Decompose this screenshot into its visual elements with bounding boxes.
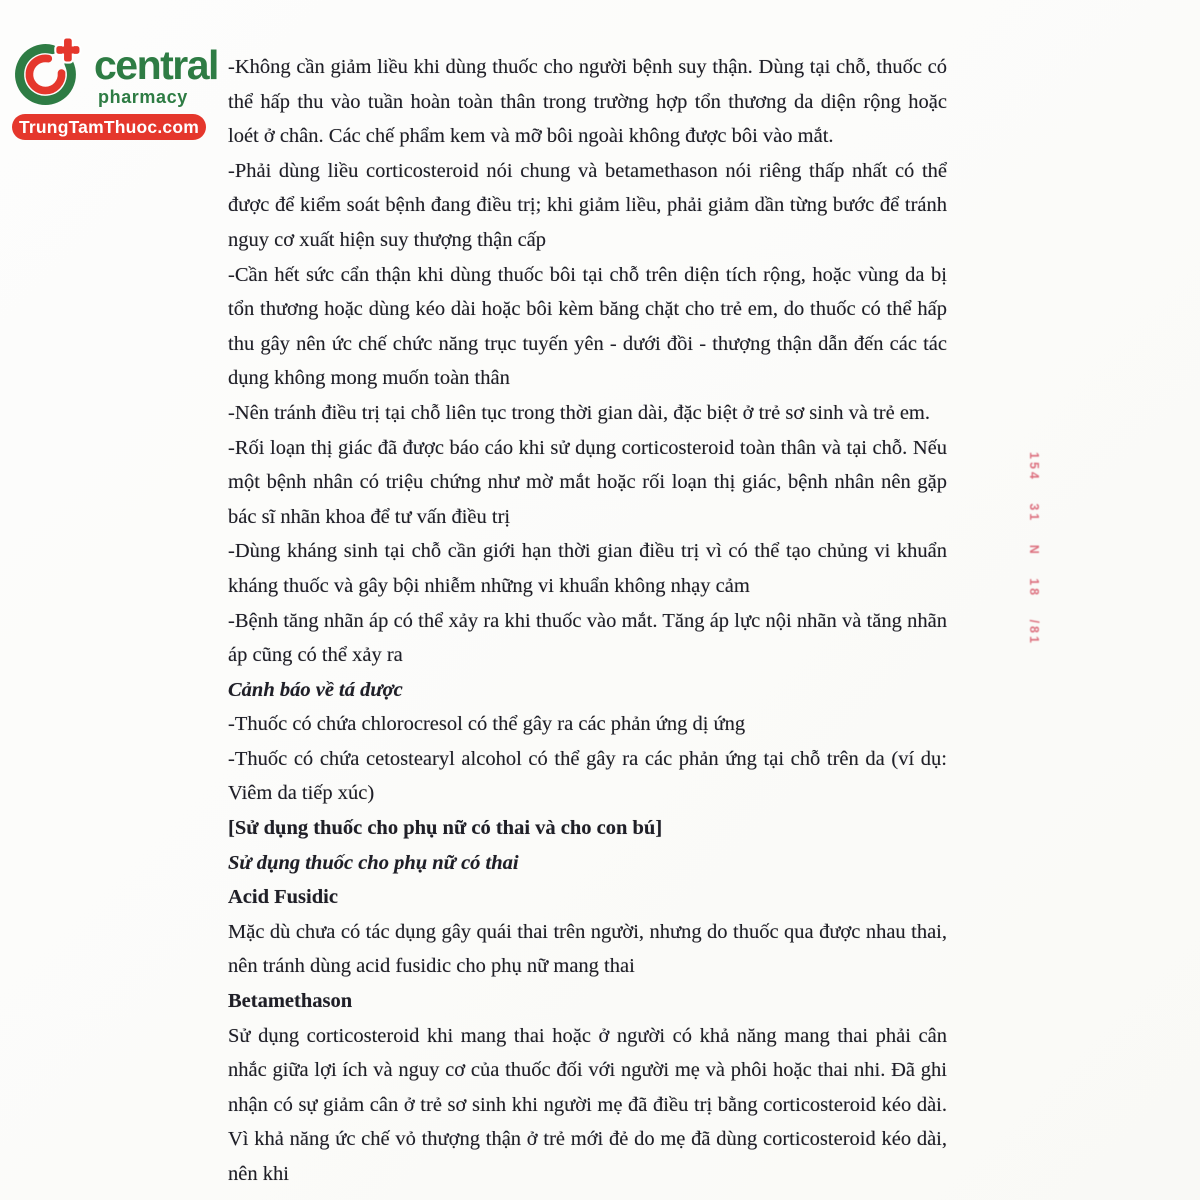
paragraph-visual-disturbance: -Rối loạn thị giác đã được báo cáo khi sử dụng corticosteroid toàn thân và tại chỗ. Nếu một bệnh nhân có triệu chứng như mờ mắt hoặc rối loạn thị giác, bệnh nhân nên gặp bác sĩ nhãn khoa để tư vấn điều trị <box>228 436 947 528</box>
paragraph-chlorocresol: -Thuốc có chứa chlorocresol có thể gây ra các phản ứng dị ứng <box>228 713 746 736</box>
section-heading-pregnancy-breastfeeding: [Sử dụng thuốc cho phụ nữ có thai và cho con bú] <box>228 817 663 840</box>
section-heading-pregnancy: Sử dụng thuốc cho phụ nữ có thai <box>228 851 519 874</box>
section-heading-excipient-warning: Cảnh báo về tá dược <box>228 678 403 701</box>
paragraph-cetostearyl: -Thuốc có chứa cetostearyl alcohol có thể gây ra các phản ứng tại chỗ trên da (ví dụ: Viêm da tiếp xúc) <box>228 747 947 805</box>
logo-brand-text: central <box>94 42 218 88</box>
central-pharmacy-logo <box>10 24 218 144</box>
subheading-betamethason: Betamethason <box>228 990 353 1013</box>
paragraph-corticosteroid-dose: -Phải dùng liều corticosteroid nói chung và betamethason nói riêng thấp nhất có thể được để kiểm soát bệnh đang điều trị; khi giảm liều, phải giảm dần từng bước để tránh nguy cơ xuất hiện suy thượng thận cấp <box>228 159 947 251</box>
paragraph-acid-fusidic: Mặc dù chưa có tác dụng gây quái thai trên người, nhưng do thuốc qua được nhau thai, nên tránh dùng acid fusidic cho phụ nữ mang thai <box>228 920 947 978</box>
document-text-block <box>228 50 947 1192</box>
plus-icon <box>55 37 80 62</box>
paragraph-avoid-long-treatment: -Nên tránh điều trị tại chỗ liên tục trong thời gian dài, đặc biệt ở trẻ sơ sinh và trẻ em. <box>228 401 930 424</box>
paragraph-antibiotic-limit: -Dùng kháng sinh tại chỗ cần giới hạn thời gian điều trị vì có thể tạo chủng vi khuẩn kháng thuốc và gây bội nhiễm những vi khuẩn không nhạy cảm <box>228 540 947 597</box>
logo-subtitle-text: pharmacy <box>98 87 188 107</box>
paragraph-renal-dose: -Không cần giảm liều khi dùng thuốc cho người bệnh suy thận. Dùng tại chỗ, thuốc có thể hấp thu vào tuần hoàn toàn thân trong trường hợp tổn thương da diện rộng hoặc loét ở chân. Các chế phẩm kem và mỡ bôi ngoài không được bôi vào mắt. <box>228 56 947 148</box>
paragraph-topical-caution: -Cần hết sức cẩn thận khi dùng thuốc bôi tại chỗ trên diện tích rộng, hoặc vùng da bị tổn thương hoặc dùng kéo dài hoặc bôi kèm băng chặt cho trẻ em, do thuốc có thể hấp thu gây nên ức chế chức năng trục tuyến yên - dưới đồi - thượng thận dẫn đến các tác dụng không mong muốn toàn thân <box>228 263 947 390</box>
logo-banner: TrungTamThuoc.com <box>12 114 206 140</box>
paragraph-betamethason: Sử dụng corticosteroid khi mang thai hoặc ở người có khả năng mang thai phải cân nhắc giữa lợi ích và nguy cơ của thuốc đối với người mẹ và phôi hoặc thai nhi. Đã ghi nhận có sự giảm cân ở trẻ sơ sinh khi người mẹ đã điều trị bằng corticosteroid kéo dài. Vì khả năng ức chế vỏ thượng thận ở trẻ mới đẻ do mẹ đã dùng corticosteroid kéo dài, nên khi <box>228 1024 947 1185</box>
subheading-acid-fusidic: Acid Fusidic <box>228 886 338 909</box>
paragraph-glaucoma: -Bệnh tăng nhãn áp có thể xảy ra khi thuốc vào mắt. Tăng áp lực nội nhãn và tăng nhãn áp cũng có thể xảy ra <box>228 609 947 667</box>
red-stamp-text: 154 31 N 18 /81 <box>1027 452 1041 646</box>
central-pharmacy-logo-icon <box>14 36 84 106</box>
